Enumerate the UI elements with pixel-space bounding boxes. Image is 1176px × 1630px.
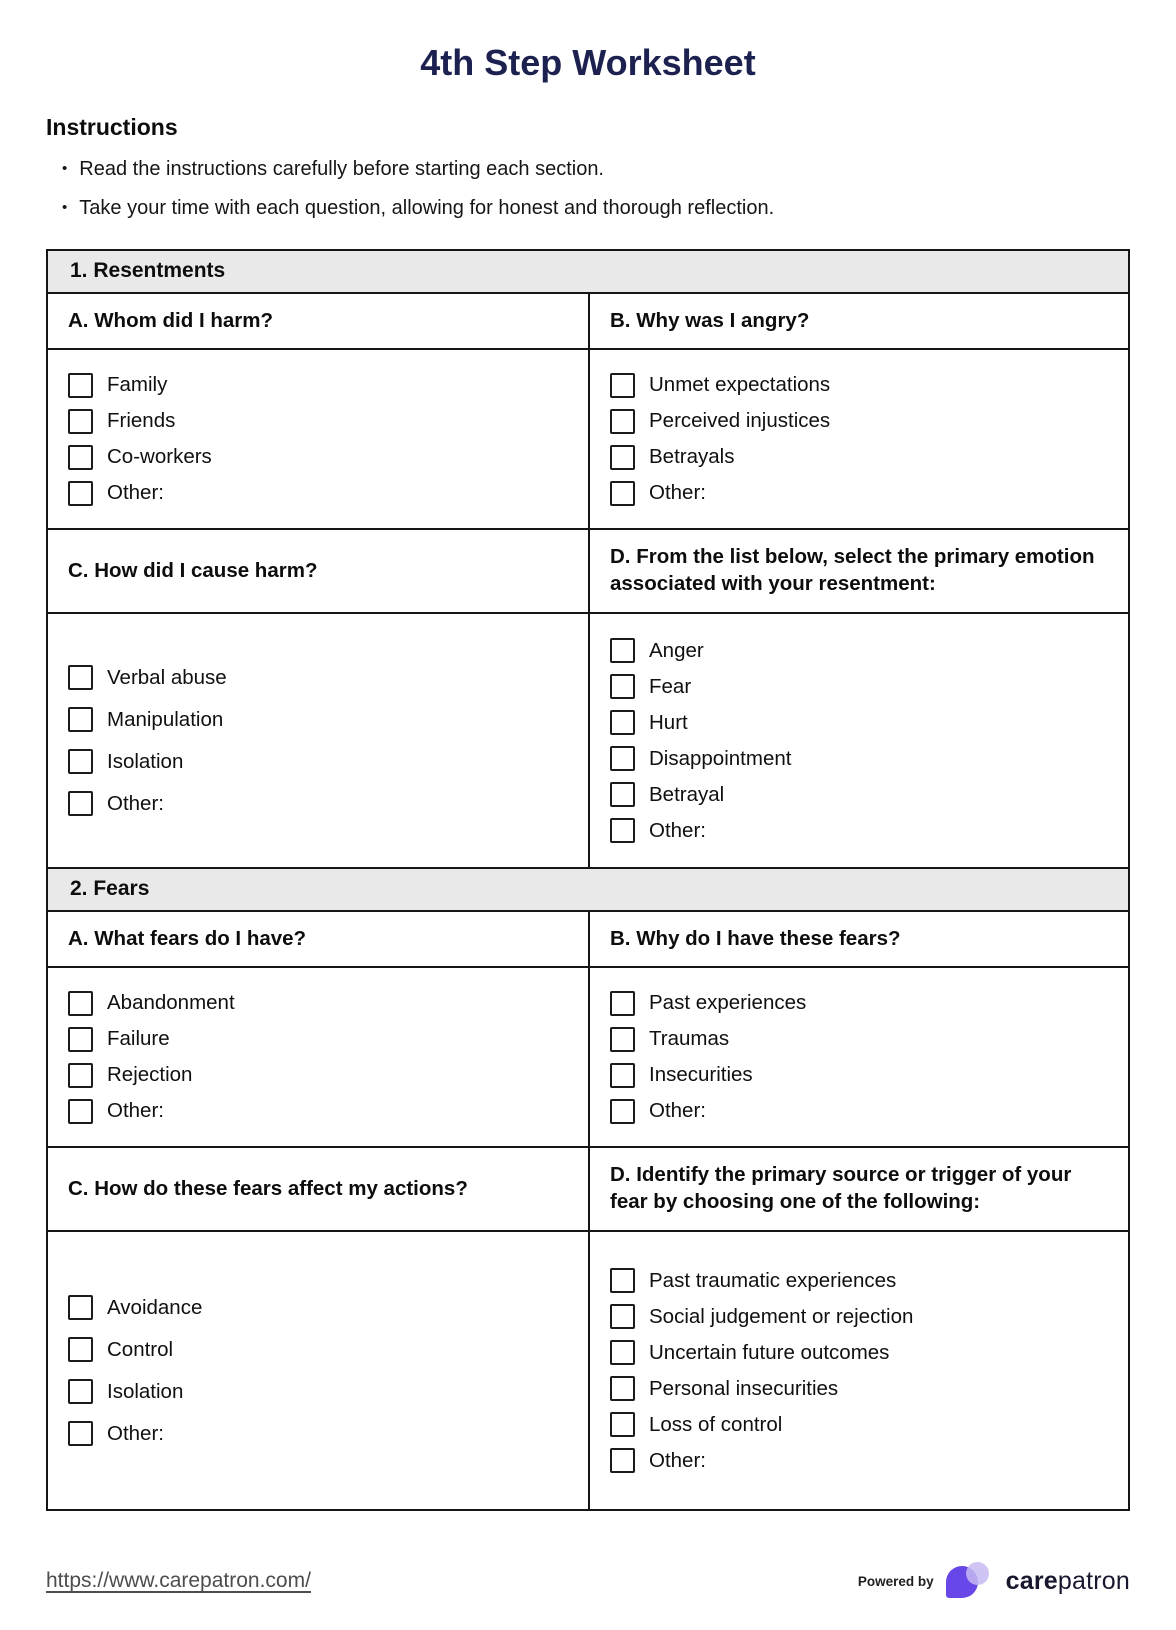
question-1d: D. From the list below, select the primary emotion associated with your resentment: bbox=[588, 530, 1128, 612]
option-label: Past experiences bbox=[649, 991, 807, 1014]
option-label: Manipulation bbox=[107, 707, 224, 731]
page-footer bbox=[46, 1561, 1130, 1601]
option-label: Past traumatic experiences bbox=[649, 1268, 897, 1292]
option-label: Loss of control bbox=[649, 1412, 783, 1436]
options-2b bbox=[588, 968, 1128, 1146]
option-label: Isolation bbox=[107, 749, 184, 773]
option-label: Traumas bbox=[649, 1027, 730, 1050]
checkbox[interactable] bbox=[610, 818, 635, 843]
option-label: Family bbox=[107, 373, 168, 396]
brand-regular-text: patron bbox=[1057, 1566, 1130, 1595]
question-2a: A. What fears do I have? bbox=[68, 926, 307, 950]
option-label: Insecurities bbox=[649, 1063, 753, 1086]
option-item bbox=[610, 782, 1108, 807]
option-item bbox=[610, 818, 1108, 843]
option-label: Betrayal bbox=[649, 782, 725, 806]
question-2d: D. Identify the primary source or trigger of your fear by choosing one of the following: bbox=[588, 1148, 1128, 1230]
checkbox[interactable] bbox=[68, 791, 93, 816]
options-row bbox=[48, 1232, 1128, 1509]
question-row bbox=[48, 912, 1128, 968]
option-item bbox=[68, 1337, 568, 1362]
checkbox[interactable] bbox=[68, 1421, 93, 1446]
bullet-icon: • bbox=[62, 199, 68, 216]
option-label: Uncertain future outcomes bbox=[649, 1340, 890, 1364]
question-2c: C. How do these fears affect my actions? bbox=[68, 1176, 468, 1200]
option-item bbox=[610, 1268, 1108, 1293]
option-item bbox=[610, 1099, 1108, 1124]
option-item bbox=[610, 1340, 1108, 1365]
checkbox[interactable] bbox=[610, 409, 635, 434]
options-row bbox=[48, 350, 1128, 530]
checkbox[interactable] bbox=[610, 782, 635, 807]
carepatron-logo-icon bbox=[946, 1561, 998, 1601]
option-label: Rejection bbox=[107, 1063, 193, 1086]
options-2d bbox=[588, 1232, 1128, 1509]
option-item bbox=[610, 710, 1108, 735]
option-label: Betrayals bbox=[649, 445, 735, 468]
checkbox[interactable] bbox=[610, 1063, 635, 1088]
option-label: Co-workers bbox=[107, 445, 212, 468]
checkbox[interactable] bbox=[68, 707, 93, 732]
option-item bbox=[610, 1412, 1108, 1437]
option-item bbox=[68, 749, 568, 774]
option-item bbox=[68, 991, 568, 1016]
option-item bbox=[68, 445, 568, 470]
options-row bbox=[48, 968, 1128, 1148]
checkbox[interactable] bbox=[610, 638, 635, 663]
question-row bbox=[48, 294, 1128, 350]
option-item bbox=[610, 481, 1108, 506]
checkbox[interactable] bbox=[68, 1099, 93, 1124]
option-item bbox=[610, 674, 1108, 699]
checkbox[interactable] bbox=[610, 1099, 635, 1124]
option-label: Disappointment bbox=[649, 746, 792, 770]
options-1a bbox=[48, 350, 588, 528]
checkbox[interactable] bbox=[610, 1412, 635, 1437]
option-label: Other: bbox=[649, 481, 706, 504]
instruction-text: Read the instructions carefully before starting each section. bbox=[79, 158, 604, 180]
question-2b: B. Why do I have these fears? bbox=[588, 912, 1128, 966]
checkbox[interactable] bbox=[610, 1268, 635, 1293]
options-1d bbox=[588, 614, 1128, 867]
option-label: Other: bbox=[107, 481, 164, 504]
page-title: 4th Step Worksheet bbox=[420, 42, 756, 83]
checkbox[interactable] bbox=[68, 1063, 93, 1088]
option-label: Perceived injustices bbox=[649, 409, 831, 432]
checkbox[interactable] bbox=[610, 373, 635, 398]
option-item bbox=[68, 373, 568, 398]
checkbox[interactable] bbox=[610, 1448, 635, 1473]
option-item bbox=[610, 1304, 1108, 1329]
question-row bbox=[48, 1148, 1128, 1232]
option-item bbox=[68, 707, 568, 732]
options-2c bbox=[48, 1232, 588, 1509]
option-label: Other: bbox=[107, 1099, 164, 1122]
option-item bbox=[610, 746, 1108, 771]
checkbox[interactable] bbox=[610, 445, 635, 470]
option-item bbox=[610, 373, 1108, 398]
logo-dot-shape bbox=[966, 1562, 989, 1585]
option-label: Failure bbox=[107, 1027, 170, 1050]
section-header-fears: 2. Fears bbox=[48, 869, 1128, 912]
option-label: Personal insecurities bbox=[649, 1376, 839, 1400]
powered-by-label: Powered by bbox=[857, 1573, 934, 1589]
checkbox[interactable] bbox=[68, 749, 93, 774]
option-item bbox=[610, 1027, 1108, 1052]
option-item bbox=[68, 1063, 568, 1088]
checkbox[interactable] bbox=[610, 710, 635, 735]
brand-bold-text: care bbox=[1005, 1566, 1058, 1595]
question-1c: C. How did I cause harm? bbox=[68, 558, 318, 582]
question-1a: A. Whom did I harm? bbox=[68, 308, 273, 332]
option-item bbox=[610, 1063, 1108, 1088]
options-2a bbox=[48, 968, 588, 1146]
option-label: Avoidance bbox=[107, 1295, 203, 1319]
option-item bbox=[610, 409, 1108, 434]
question-1b: B. Why was I angry? bbox=[588, 294, 1128, 348]
option-item bbox=[68, 1099, 568, 1124]
option-item bbox=[610, 638, 1108, 663]
checkbox[interactable] bbox=[68, 409, 93, 434]
instruction-bullet bbox=[46, 194, 1130, 223]
option-label: Hurt bbox=[649, 710, 688, 734]
option-label: Abandonment bbox=[107, 991, 235, 1014]
option-label: Other: bbox=[107, 791, 164, 815]
checkbox[interactable] bbox=[610, 674, 635, 699]
powered-by-group bbox=[858, 1561, 1130, 1601]
checkbox[interactable] bbox=[68, 665, 93, 690]
carepatron-link[interactable]: https://www.carepatron.com/ bbox=[46, 1569, 311, 1592]
checkbox[interactable] bbox=[610, 481, 635, 506]
checkbox[interactable] bbox=[610, 1340, 635, 1365]
option-label: Other: bbox=[649, 1448, 706, 1472]
option-item bbox=[68, 409, 568, 434]
option-item bbox=[68, 481, 568, 506]
option-label: Control bbox=[107, 1337, 174, 1361]
checkbox[interactable] bbox=[610, 991, 635, 1016]
checkbox[interactable] bbox=[610, 1304, 635, 1329]
options-1c bbox=[48, 614, 588, 867]
question-row bbox=[48, 530, 1128, 614]
checkbox[interactable] bbox=[68, 1379, 93, 1404]
checkbox[interactable] bbox=[68, 373, 93, 398]
checkbox[interactable] bbox=[610, 1027, 635, 1052]
option-label: Verbal abuse bbox=[107, 665, 227, 689]
option-label: Friends bbox=[107, 409, 176, 432]
checkbox[interactable] bbox=[68, 1027, 93, 1052]
section-header-resentments: 1. Resentments bbox=[48, 251, 1128, 294]
checkbox[interactable] bbox=[68, 445, 93, 470]
instruction-text: Take your time with each question, allowing for honest and thorough reflection. bbox=[79, 197, 775, 219]
option-item bbox=[610, 1376, 1108, 1401]
worksheet-table bbox=[46, 249, 1130, 1511]
option-label: Isolation bbox=[107, 1379, 184, 1403]
checkbox[interactable] bbox=[610, 746, 635, 771]
option-label: Other: bbox=[649, 1099, 706, 1122]
option-label: Social judgement or rejection bbox=[649, 1304, 914, 1328]
checkbox[interactable] bbox=[68, 1295, 93, 1320]
option-item bbox=[68, 1027, 568, 1052]
option-item bbox=[68, 1379, 568, 1404]
instructions-list bbox=[46, 155, 1130, 223]
checkbox[interactable] bbox=[68, 991, 93, 1016]
options-row bbox=[48, 614, 1128, 869]
option-label: Anger bbox=[649, 638, 704, 662]
instruction-bullet bbox=[46, 155, 1130, 184]
option-item bbox=[610, 445, 1108, 470]
checkbox[interactable] bbox=[68, 1337, 93, 1362]
option-item bbox=[610, 991, 1108, 1016]
instructions-heading: Instructions bbox=[46, 114, 178, 140]
option-item bbox=[68, 665, 568, 690]
option-label: Other: bbox=[649, 818, 706, 842]
option-label: Other: bbox=[107, 1421, 164, 1445]
carepatron-wordmark bbox=[1006, 1567, 1130, 1596]
option-item bbox=[68, 1295, 568, 1320]
checkbox[interactable] bbox=[610, 1376, 635, 1401]
option-label: Unmet expectations bbox=[649, 373, 831, 396]
checkbox[interactable] bbox=[68, 481, 93, 506]
option-item bbox=[68, 1421, 568, 1446]
option-item bbox=[610, 1448, 1108, 1473]
bullet-icon: • bbox=[62, 160, 68, 177]
option-label: Fear bbox=[649, 674, 692, 698]
options-1b bbox=[588, 350, 1128, 528]
option-item bbox=[68, 791, 568, 816]
